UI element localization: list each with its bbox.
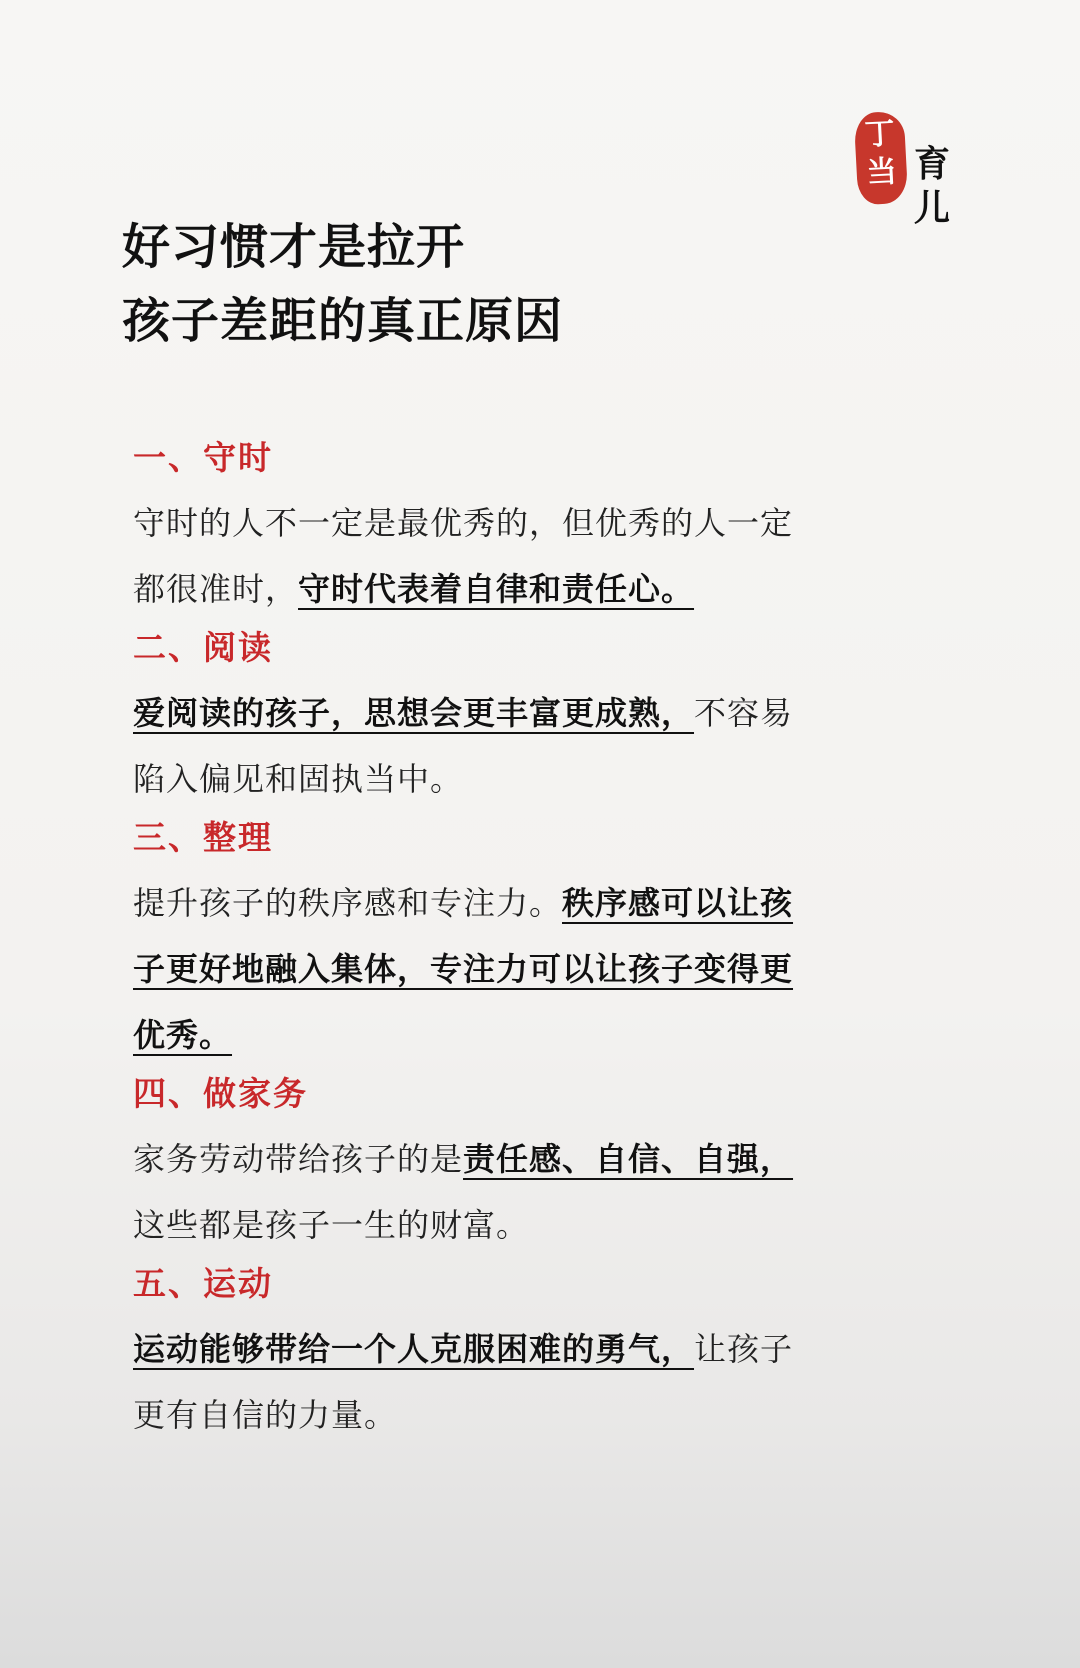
- habit-section: [133, 626, 903, 812]
- body-text: 提升孩子的秩序感和专注力。: [133, 884, 563, 922]
- section-body: [133, 1316, 903, 1448]
- body-text: 更有自信的力量。: [133, 1396, 398, 1434]
- section-heading: 三、整理: [133, 818, 273, 857]
- emphasis-text: 责任感、自信、自强，: [463, 1140, 794, 1178]
- title-line: 孩子差距的真正原因: [122, 293, 564, 349]
- seal-glyph: 丁: [863, 116, 896, 153]
- body-line: [133, 680, 903, 746]
- section-heading: 五、运动: [133, 1264, 273, 1303]
- body-line: [133, 1126, 903, 1192]
- body-line: [133, 1316, 903, 1382]
- section-body: [133, 490, 903, 622]
- body-line: [133, 1382, 903, 1448]
- habit-list: [133, 436, 903, 1452]
- section-body: [133, 680, 903, 812]
- section-heading: 二、阅读: [133, 628, 273, 667]
- body-line: [133, 870, 903, 936]
- body-line: [133, 746, 903, 812]
- body-text: 家务劳动带给孩子的是: [133, 1140, 464, 1178]
- title-line: 好习惯才是拉开: [122, 219, 466, 275]
- emphasis-text: 运动能够带给一个人克服困难的勇气，: [133, 1330, 695, 1368]
- habit-section: [133, 436, 903, 622]
- brand-logo: [850, 108, 980, 228]
- body-text: 这些都是孩子一生的财富。: [133, 1206, 530, 1244]
- emphasis-text: 优秀。: [133, 1016, 233, 1054]
- body-line: [133, 556, 903, 622]
- seal-glyph: 当: [865, 154, 898, 191]
- habit-section: [133, 1072, 903, 1258]
- section-heading: 四、做家务: [133, 1074, 308, 1113]
- body-line: [133, 1002, 903, 1068]
- seal-stamp: [854, 111, 909, 205]
- body-line: [133, 936, 903, 1002]
- page-title: [122, 210, 563, 358]
- body-line: [133, 1192, 903, 1258]
- emphasis-text: 秩序感可以让孩: [562, 884, 794, 922]
- section-body: [133, 870, 903, 1068]
- body-text: 陷入偏见和固执当中。: [133, 760, 464, 798]
- emphasis-text: 子更好地融入集体，专注力可以让孩子变得更: [133, 950, 794, 988]
- habit-section: [133, 1262, 903, 1448]
- body-text: 不容易: [694, 694, 794, 732]
- body-text: 都很准时，: [133, 570, 299, 608]
- section-heading: 一、守时: [133, 438, 273, 477]
- body-text: 让孩子: [694, 1330, 794, 1368]
- logo-text: 育: [913, 143, 950, 185]
- section-body: [133, 1126, 903, 1258]
- body-line: [133, 490, 903, 556]
- logo-text: 儿: [913, 187, 950, 229]
- emphasis-text: 守时代表着自律和责任心。: [298, 570, 695, 608]
- emphasis-text: 爱阅读的孩子，思想会更丰富更成熟，: [133, 694, 695, 732]
- body-text: 守时的人不一定是最优秀的，但优秀的人一定: [133, 504, 794, 542]
- habit-section: [133, 816, 903, 1068]
